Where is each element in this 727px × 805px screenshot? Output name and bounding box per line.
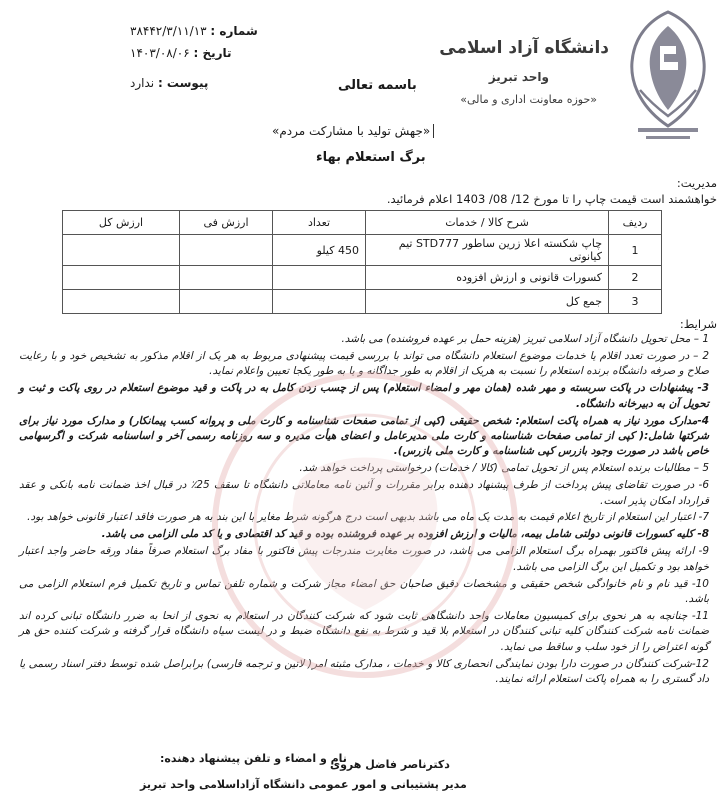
row-description: چاپ شکسته اعلا زرین ساطور STD777 تیم کیانوتی (366, 235, 609, 266)
items-table (62, 210, 662, 314)
col-header-quantity: تعداد (273, 211, 366, 235)
row-unit-price[interactable] (180, 266, 273, 290)
row-no: 1 (609, 235, 662, 266)
condition-item: 10- قید نام و نام خانوادگی شخص حقیقی و مشخصات دقیق صاحبان حق امضاء مجاز شرکت و شماره تلفن تماس و تاریخ تکمیل فرم استعلام الزامی می باشد. (19, 577, 709, 605)
table-row (63, 290, 662, 314)
row-quantity: 450 کیلو (273, 235, 366, 266)
row-total[interactable] (63, 266, 180, 290)
table-header-row (63, 211, 662, 235)
condition-item: 3- پیشنهادات در پاکت سربسته و مهر شده (همان مهر و امضاء استعلام) پس از چسب زدن کامل به در پاکت و قید موضوع استعلام در روی پاکت و ثبت و تحویل آن به دبیرخانه دانشگاه. (19, 382, 709, 410)
signatory-name: دکترناصر فاضل هروی (330, 758, 450, 771)
proposer-signature-label: نام و امضاء و تلفن پیشنهاد دهنده: (160, 752, 347, 765)
condition-item: 8- کلیه کسورات قانونی دولتی شامل بیمه، مالیات و ارزش افزوده بر عهده فروشنده بوده و قید کد اقتصادی و یا کد ملی الزامی می باشد. (101, 528, 709, 541)
letter-attachment (130, 76, 208, 90)
greeting: مدیریت: (676, 176, 717, 190)
row-quantity (273, 290, 366, 314)
col-header-unit-price: ارزش فی (180, 211, 273, 235)
university-logo-icon (620, 6, 716, 146)
university-name: دانشگاه آزاد اسلامی (439, 38, 609, 58)
request-text: خواهشمند است قیمت چاپ را تا مورخ 12/ 08/ 1403 اعلام فرمائید. (386, 192, 717, 206)
condition-item: 2 – در صورت تعدد اقلام یا خدمات موضوع استعلام دانشگاه می تواند با بررسی قیمت پیشنهادی مربوط به هر یک از اقلام مذکور به تشخیص خود و با رعایت صلاح و صرفه دانشگاه برنده استعلام را نسبت به هریک از اقلام به طور جداگانه و یا به طور یکجا تعیین واعلام نماید. (19, 349, 709, 378)
row-quantity (273, 266, 366, 290)
table-row (63, 266, 662, 290)
row-unit-price[interactable] (180, 290, 273, 314)
condition-item: 11- چنانچه به هر نحوی برای کمیسیون معاملات واحد دانشگاهی ثابت شود که شرکت کنندگان در استعلام به نحوی از انحا به ضرر دانشگاه تبانی کرده اند ضمانت نامه شرکت کنندگان کلیه تبانی کنندگان در استعلام بلا قید و شرط به نفع دانشگاه ضبط و در لیست سیاه دانشگاه قرار گرفته و شرکت کننده حق هر گونه اعتراض را از خود سلب و ساقط می نماید. (19, 609, 709, 653)
watermark-stamp-icon (200, 360, 530, 690)
table-row (63, 235, 662, 266)
row-total[interactable] (63, 235, 180, 266)
conditions-title: شرایط: (679, 317, 717, 331)
col-header-description: شرح کالا / خدمات (366, 211, 609, 235)
branch-name: واحد تبریز (488, 70, 549, 84)
row-no: 3 (609, 290, 662, 314)
row-total[interactable] (63, 290, 180, 314)
col-header-total: ارزش کل (63, 211, 180, 235)
row-no: 2 (609, 266, 662, 290)
letter-date-label: تاریخ : (193, 46, 232, 60)
condition-item: 4-مدارک مورد نیاز به همراه پاکت استعلام: شخص حقیقی (کپی از تمامی صفحات شناسنامه و کارت ملی و پروانه کسب پیمانکار) و مدارک مورد نیاز برای شرکتها شامل:( کپی از تمامی صفحات شناسنامه و کارت ملی مدیرعامل و اعضای هیأت مدیره و سه روزنامه رسمی آخر و اساسنامه شرکت و اگرسهامی خاص باشد در صورت وجود بازرس کپی شناسنامه و کارت ملی بازرس). (19, 414, 709, 458)
row-description: جمع کل (366, 290, 609, 314)
signatory-title: مدیر پشتیبانی و امور عمومی دانشگاه آزاداسلامی واحد تبریز (140, 778, 467, 791)
basmehi-heading: باسمه تعالی (338, 78, 417, 93)
letter-attachment-label: پیوست : (157, 76, 209, 90)
form-title: برگ استعلام بهاء (316, 150, 426, 165)
condition-item: 9- ارائه پیش فاکتور بهمراه برگ استعلام الزامی می باشد، در صورت مغایرت مندرجات پیش فاکتور با مفاد برگ استعلام صرفاً مفاد ورقه حاضر واجد اعتبار خواهد بود و تکمیل این برگ الزامی می باشد. (19, 545, 709, 573)
letter-number (130, 24, 258, 38)
slogan: «جهش تولید با مشارکت مردم» (272, 124, 434, 138)
letter-date (130, 46, 232, 60)
condition-item: 5 – مطالبات برنده استعلام پس از تحویل تمامی (کالا / خدمات) درخواستی پرداخت خواهد شد. (299, 462, 709, 475)
condition-item: 1 – محل تحویل دانشگاه آزاد اسلامی تبریز (هزینه حمل بر عهده فروشنده) می باشد. (341, 333, 709, 345)
letter-date-value: ۱۴۰۳/۰۸/۰۶ (130, 46, 190, 60)
condition-item: 12-شرکت کنندگان در صورت دارا بودن نمایندگی انحصاری کالا و خدمات ، مدارک مثبته امر( لاتین و ترجمه فارسی) برابراصل شده توسط دفتر اسناد رسمی یا داد گستری را به همراه پاکت استعلام ارائه نمایند. (19, 657, 709, 686)
letter-number-label: شماره : (210, 24, 258, 38)
condition-item: 7- اعتبار این استعلام از تاریخ اعلام قیمت به مدت یک ماه می باشد بدیهی است درج هرگونه شرط مغایر با این بند به هر صورت فاقد اعتبار قانونی خواهد بود. (27, 511, 709, 524)
letter-number-value: ۳۸۴۴۲/۳/۱۱/۱۳ (130, 24, 207, 38)
letter-attachment-value: ندارد (130, 76, 155, 90)
condition-item: 6- در صورت تقاضای پیش پرداخت از طرف پیشنهاد دهنده برابر مقررات و آئین نامه معاملاتی دانشگاه تا سقف 25٪ در قبال اخذ ضمانت نامه بانکی و عقد قرارداد امکان پذیر است. (19, 479, 709, 507)
row-unit-price[interactable] (180, 235, 273, 266)
deputy-office: «حوزه معاونت اداری و مالی» (460, 93, 597, 106)
row-description: کسورات قانونی و ارزش افزوده (366, 266, 609, 290)
col-header-row-no: ردیف (609, 211, 662, 235)
